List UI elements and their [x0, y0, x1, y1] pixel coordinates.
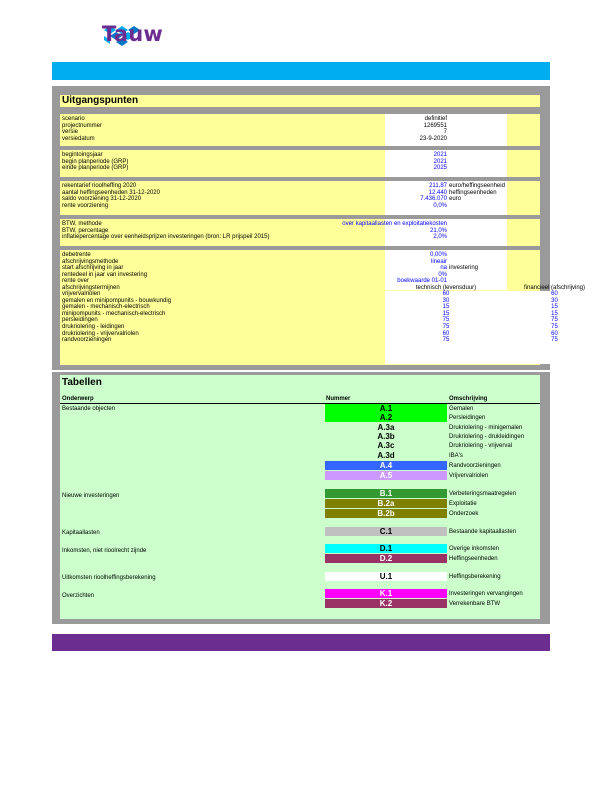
- header-divider: [60, 403, 540, 404]
- uitgangspunten-title-bar: [60, 95, 540, 107]
- table-link-a-3a[interactable]: A.3a: [377, 423, 395, 432]
- brand-name: Tauw: [102, 22, 163, 46]
- table-desc: Investeringen vervangingen: [449, 590, 523, 597]
- block-planperiode: begintoingsjaar 2021 begin planperiode (GRP) 2021 einde planperiode (GRP) 2025: [60, 150, 540, 177]
- table-link-a-1[interactable]: A.1: [325, 404, 447, 413]
- header-bar: [52, 62, 550, 80]
- table-link-d-1[interactable]: D.1: [325, 544, 447, 553]
- table-desc: Drukriolering - vrijverval: [449, 442, 513, 449]
- table-link-b-2a[interactable]: B.2a: [325, 499, 447, 508]
- table-desc: Randvoorzieningen: [449, 462, 501, 469]
- table-desc: Verbeteringsmaatregelen: [449, 490, 517, 497]
- table-desc: Bestaande kapitaallasten: [449, 528, 517, 535]
- table-link-a-5[interactable]: A.5: [325, 471, 447, 480]
- group-uitkomsten: Uitkomsten rioolheffingsberekening: [62, 575, 156, 581]
- table-link-a-3b[interactable]: A.3b: [377, 432, 395, 441]
- termijnen-table: vrijvervalriolen 60 60 gemalen en minipompunits - bouwkundig 30 30 gemalen - mechanisch-electrisch 15 15 minipompunits - mechanisch-electrisch 15 15 persleidingen 75 75 drukriolering - leidingen 75 75 drukriolering - vrijvervalriolen 60 60 randvoorzieningen 75 75: [62, 291, 558, 344]
- group-overzichten: Overzichten: [62, 593, 95, 599]
- table-desc: Verrekenbare BTW: [449, 600, 501, 607]
- col-onderwerp: Onderwerp: [62, 396, 94, 402]
- table-desc: Vrijvervalriolen: [449, 472, 489, 479]
- col-nummer: Nummer: [326, 396, 351, 402]
- table-link-a-3d[interactable]: A.3d: [377, 451, 395, 460]
- table-desc: Gemalen: [449, 405, 474, 412]
- table-desc: Onderzoek: [449, 510, 479, 517]
- tabellen-panel: [60, 375, 540, 619]
- table-desc: Heffingseenheden: [449, 555, 498, 562]
- table-link-a-2[interactable]: A.2: [325, 413, 447, 422]
- table-desc: Persleidingen: [449, 414, 486, 421]
- table-link-a-4[interactable]: A.4: [325, 461, 447, 470]
- tabellen-title: Tabellen: [62, 377, 102, 388]
- col-omschrijving: Omschrijving: [449, 396, 488, 402]
- uitgangspunten-title: Uitgangspunten: [62, 95, 139, 106]
- table-desc: Drukriolering - minigemalen: [449, 424, 523, 431]
- group-bestaande: Bestaande objecten: [62, 406, 116, 412]
- table-desc: Drukriolering - drukleidingen: [449, 433, 525, 440]
- block-btw: BTW, methode over kapitaallasten en exploitatiekosten BTW, percentage 21,0% inflatiepercentage over eenheidsprijzen investeringen (bron: LR prijspeil 2015) 2,0%: [60, 219, 540, 246]
- table-desc: IBA's: [449, 452, 463, 459]
- table-link-k-2[interactable]: K.2: [325, 599, 447, 608]
- footer-bar: [52, 634, 550, 651]
- table-link-d-2[interactable]: D.2: [325, 554, 447, 563]
- table-link-u-1[interactable]: U.1: [325, 572, 447, 581]
- group-nieuwe: Nieuwe investeringen: [62, 493, 120, 499]
- table-link-k-1[interactable]: K.1: [325, 589, 447, 598]
- table-link-c-1[interactable]: C.1: [325, 527, 447, 536]
- table-link-b-2b[interactable]: B.2b: [325, 509, 447, 518]
- table-desc: Exploitatie: [449, 500, 477, 507]
- block-afschrijving: debetrente 0,00% afschrijvingsmethode lineair start afschrijving in jaar na investering rentedeel in jaar van investering 0% rente over boekwaarde 01-01 afschrijvingstermijnen technisch (levensduur) financieel (afschrijving) vrijvervalriolen 60 60 gemalen en minipompunits - bouwkundig 30 30 gemalen - mechanisch-electrisch 15 15 minipompunits - mechanisch-electrisch 15 15 persleidingen 75 75 drukriolering - leidingen 75 75 drukriolering - vrijvervalriolen 60 60 randvoorzieningen 75 75: [60, 250, 540, 365]
- table-desc: Heffingsberekening: [449, 573, 501, 580]
- table-desc: Overige inkomsten: [449, 545, 500, 552]
- block-heffing: rekentarief rioolheffing 2020 211,87 euro/heffingseenheid aantal heffingseenheden 31-12-2020 12.440 heffingseenheden saldo voorziening 31-12-2020 7.436.070 euro rente voorziening 0,0%: [60, 181, 540, 215]
- table-link-a-3c[interactable]: A.3c: [377, 441, 395, 450]
- block-project: scenario definitief projectnummer 1269551 versie 7 versiedatum 23-9-2020: [60, 114, 540, 146]
- group-kapitaallasten: Kapitaallasten: [62, 530, 100, 536]
- table-link-b-1[interactable]: B.1: [325, 489, 447, 498]
- group-inkomsten: Inkomsten, niet rioolrecht zijnde: [62, 548, 147, 554]
